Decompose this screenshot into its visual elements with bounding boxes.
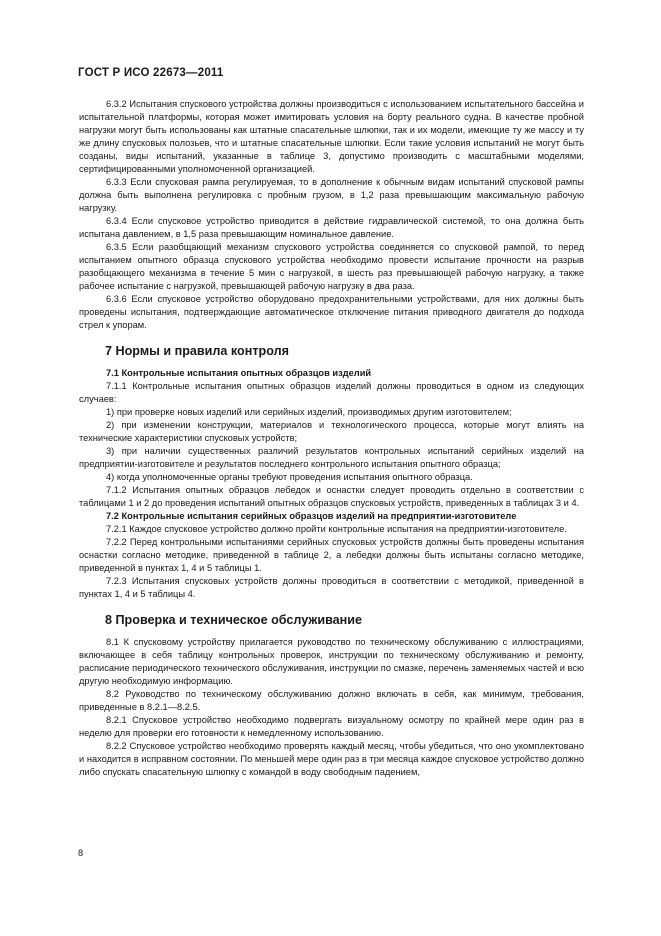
paragraph-8-2-2: 8.2.2 Спусковое устройство необходимо проверять каждый месяц, чтобы убедиться, что оно укомплектовано и находится в исправном состоянии. По меньшей мере один раз в три месяца каждое спусковое устройство должно либо спускать спасательную шлюпку с командой в воду свободным падением, (79, 741, 584, 777)
paragraph-8-2-1: 8.2.1 Спусковое устройство необходимо подвергать визуальному осмотру по крайней мере один раз в неделю для проверки его готовности к немедленному использованию. (79, 715, 584, 738)
paragraph-7-1-2: 7.1.2 Испытания опытных образцов лебедок и оснастки следует проводить отдельно в соответствии с таблицами 1 и 2 до проведения испытаний опытных образцов спусковых устройств, приведенных в таблицах 3 и 4. (79, 485, 584, 508)
paragraph-7-2-1: 7.2.1 Каждое спусковое устройство должно пройти контрольные испытания на предприятии-изготовителе. (106, 524, 567, 534)
paragraph-6-3-2: 6.3.2 Испытания спускового устройства должны производиться с использованием испытательного бассейна и испытательной платформы, которая может имитировать условия на борту реального судна. В качестве пробной нагрузки могут быть использованы как штатные спасательные шлюпки, так и их модели, имеющие ту же массу и ту же длину спусковых полозьев, что и штатные спасательные шлюпки. Если такие условия испытаний не могут быть созданы, виды испытаний, указанные в таблице 3, допустимо производить с масштабными моделями, сертифицированными уполномоченной организацией. (79, 99, 584, 174)
paragraph-6-3-6: 6.3.6 Если спусковое устройство оборудовано предохранительными устройствами, для них должны быть проведены испытания, подтверждающие автоматическое отключение питания приводного двигателя до подхода стрел к упорам. (79, 294, 584, 330)
paragraph-7-2-3: 7.2.3 Испытания спусковых устройств должны проводиться в соответствии с методикой, приведенной в пунктах 1, 4 и 5 таблицы 4. (79, 576, 584, 599)
list-item-7-1-1-2: 2) при изменении конструкции, материалов и технологического процесса, которые могут влиять на технические характеристики спусковых устройств; (79, 420, 584, 443)
paragraph-8-2: 8.2 Руководство по техническому обслуживанию должно включать в себя, как минимум, требования, приведенные в 8.2.1—8.2.5. (79, 689, 584, 712)
document-body (79, 98, 584, 779)
list-item-7-1-1-3: 3) при наличии существенных различий результатов контрольных испытаний серийных изделий на предприятии-изготовителе и результатов последнего контрольного испытания опытного образца; (79, 446, 584, 469)
document-header: ГОСТ Р ИСО 22673—2011 (78, 67, 224, 79)
subsection-7-1-heading: 7.1 Контрольные испытания опытных образцов изделий (106, 368, 372, 378)
paragraph-6-3-3: 6.3.3 Если спусковая рампа регулируемая, то в дополнение к обычным видам испытаний спусковой рампы должна быть выполнена регулировка с пробным грузом, в 1,2 раза превышающим максимальную рабочую нагрузку. (79, 177, 584, 213)
subsection-7-2-heading: 7.2 Контрольные испытания серийных образцов изделий на предприятии-изготовителе (106, 511, 517, 521)
list-item-7-1-1-4: 4) когда уполномоченные органы требуют проведения испытания опытного образца. (106, 472, 473, 482)
paragraph-7-1-1: 7.1.1 Контрольные испытания опытных образцов изделий должны проводиться в одном из следующих случаев: (79, 381, 584, 404)
section-8-heading: 8 Проверка и техническое обслуживание (105, 613, 363, 627)
paragraph-6-3-4: 6.3.4 Если спусковое устройство приводится в действие гидравлической системой, то она должна быть испытана давлением, в 1,5 раза превышающим номинальное давление. (79, 216, 584, 239)
list-item-7-1-1-1: 1) при проверке новых изделий или серийных изделий, производимых другим изготовителем; (106, 407, 512, 417)
paragraph-7-2-2: 7.2.2 Перед контрольными испытаниями серийных спусковых устройств должны быть проведены испытания оснастки согласно методике, приведенной в таблице 2, а лебедки должны быть испытаны согласно методике, приведенной в пунктах 1, 4 и 5 таблицы 1. (79, 537, 584, 573)
page-number: 8 (78, 848, 84, 858)
paragraph-8-1: 8.1 К спусковому устройству прилагается руководство по техническому обслуживанию с иллюстрациями, включающее в себя таблицу контрольных проверок, инструкции по техническому обслуживанию и ремонту, расписание периодического технического обслуживания, инструкции по смазке, перечень заменяемых частей и всю другую необходимую информацию. (79, 637, 584, 686)
paragraph-6-3-5: 6.3.5 Если разобщающий механизм спускового устройства соединяется со спусковой рампой, то перед испытанием опытного образца спускового устройства необходимо провести испытание прочности на разрыв разобщающего механизма в течение 5 мин с нагрузкой, в шесть раз превышающей рабочую нагрузку, а также рабочее испытание с нагрузкой, превышающей рабочую нагрузку в два раза. (79, 242, 584, 291)
section-7-heading: 7 Нормы и правила контроля (105, 344, 289, 358)
